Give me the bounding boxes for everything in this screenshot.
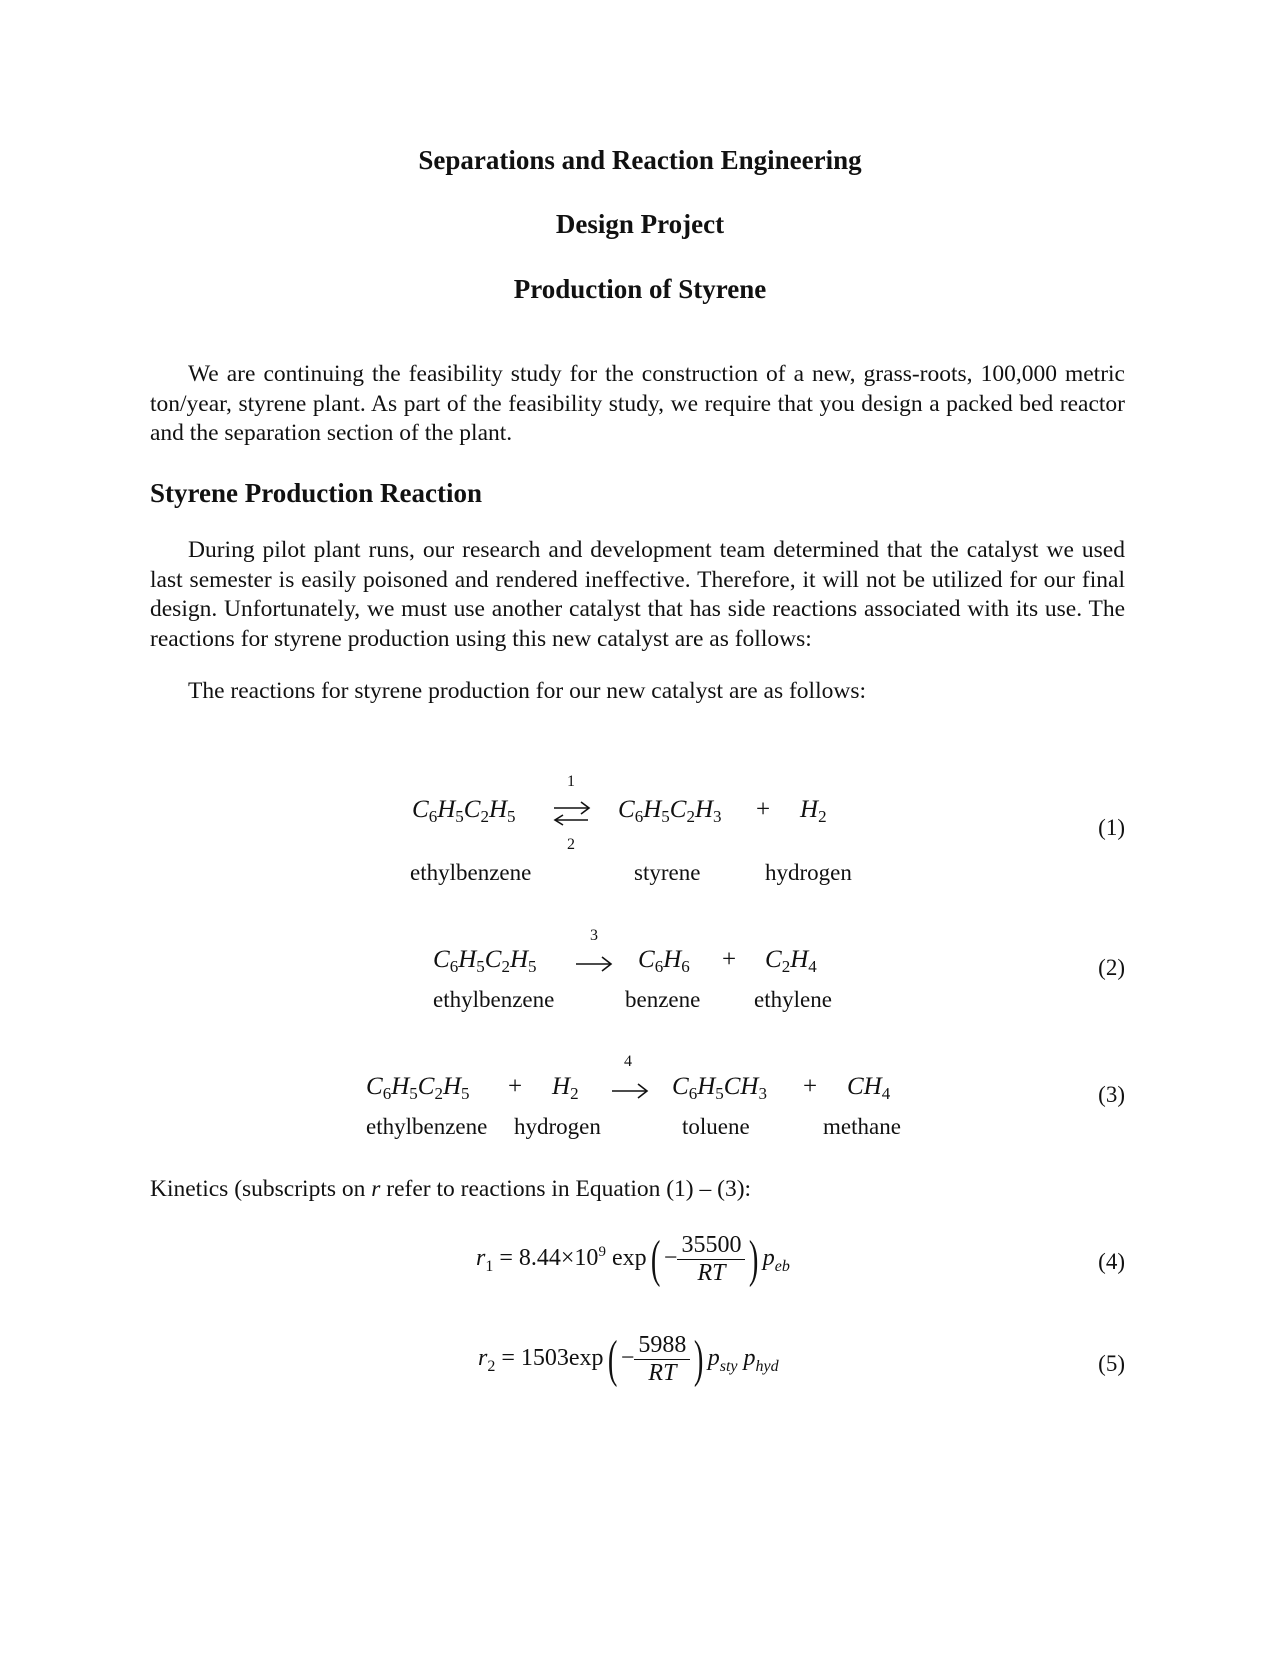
intro-text: We are continuing the feasibility study for the construction of a new, grass-roots, 100,000 metric ton/year, styrene plant. As part of the feasibility study, we require that you design a packed bed reactor and the separation section of the plant. — [150, 361, 1125, 446]
eq-number-5: (5) — [1098, 1351, 1125, 1376]
eq-number-3: (3) — [1098, 1082, 1125, 1107]
r1-forward-number: 1 — [567, 773, 575, 790]
rate2-numerator: 5988 — [634, 1332, 690, 1360]
page-subtitle: Design Project — [555, 209, 725, 239]
r3-label-hydrogen: hydrogen — [514, 1114, 601, 1139]
page-title: Separations and Reaction Engineering — [418, 145, 862, 175]
rate1-numerator: 35500 — [677, 1232, 745, 1260]
kinetics-intro — [150, 1176, 751, 1203]
eq-number-1: (1) — [1098, 815, 1125, 840]
rate1-coef: 8.44×10 — [518, 1245, 599, 1272]
rate2-denominator: RT — [648, 1360, 677, 1386]
r3-rate-number: 4 — [624, 1053, 632, 1070]
r1-label-styrene: styrene — [634, 860, 701, 885]
project-title: Production of Styrene — [513, 274, 767, 304]
reactions-intro-paragraph — [150, 677, 1125, 707]
r1-reverse-number: 2 — [567, 836, 575, 853]
rate1-exponent: 9 — [598, 1244, 606, 1261]
catalyst-text: During pilot plant runs, our research and development team determined that the catalyst we used last semester is easily poisoned and rendered ineffective. Therefore, it will not be utilized for our final design. Unfortunately, we must use another catalyst that has side reactions associated with its use. The reactions for styrene production using this new catalyst are as follows: — [150, 537, 1125, 652]
r2-ethylene-formula: $C_2H_4$ — [765, 946, 817, 976]
forward-arrow-icon — [574, 956, 614, 972]
r1-hydrogen-formula: $H_2$ — [800, 796, 827, 826]
rate-equation-1: $r_1 = 8.44\times 10^9$ exp( − $\frac{35500}{RT}$ ) $p_{eb}$ — [476, 1230, 790, 1288]
rate1-fraction — [677, 1232, 745, 1287]
r2-label-ethylene: ethylene — [754, 987, 832, 1012]
r1-label-ethylbenzene: ethylbenzene — [410, 860, 532, 885]
kinetics-intro-suffix: refer to reactions in Equation (1) – (3): — [380, 1176, 752, 1202]
rate1-denominator: RT — [697, 1260, 726, 1286]
r2-label-benzene: benzene — [625, 987, 701, 1012]
rate2-coef: 1503 — [520, 1345, 569, 1372]
forward-arrow-icon — [610, 1083, 650, 1099]
eq-number-2: (2) — [1098, 955, 1125, 980]
r2-rate-number: 3 — [590, 927, 598, 944]
r2-ethylbenzene-formula: $C_6H_5C_2H_5$ — [433, 946, 537, 976]
r3-plus-1: + — [508, 1073, 523, 1100]
equilibrium-arrows-icon — [552, 800, 592, 828]
kinetics-intro-var: r — [371, 1176, 381, 1202]
r3-label-toluene: toluene — [682, 1114, 750, 1139]
r3-label-methane: methane — [823, 1114, 901, 1139]
r1-styrene-formula: $C_6H_5C_2H_3$ — [618, 796, 722, 826]
r2-plus: + — [722, 946, 737, 973]
r3-toluene-formula: $C_6H_5CH_3$ — [672, 1073, 767, 1103]
r3-methane-formula: $CH_4$ — [847, 1073, 891, 1103]
r3-plus-2: + — [803, 1073, 818, 1100]
r3-hydrogen-formula: $H_2$ — [552, 1073, 579, 1103]
rate-equation-2: $r_2 = 1503\exp$( − $\frac{5988}{RT}$ ) $p_{sty}$ $p_{hyd}$ — [478, 1330, 779, 1388]
r3-label-ethylbenzene: ethylbenzene — [366, 1114, 488, 1139]
r1-label-hydrogen: hydrogen — [765, 860, 852, 885]
eq-number-4: (4) — [1098, 1249, 1125, 1274]
r3-ethylbenzene-formula: $C_6H_5C_2H_5$ — [366, 1073, 470, 1103]
catalyst-paragraph — [150, 536, 1125, 654]
r1-plus: + — [756, 796, 771, 823]
intro-paragraph — [150, 360, 1125, 449]
r2-label-ethylbenzene: ethylbenzene — [433, 987, 555, 1012]
rate2-fraction — [634, 1332, 690, 1387]
section-heading: Styrene Production Reaction — [150, 478, 482, 508]
r2-benzene-formula: $C_6H_6$ — [638, 946, 690, 976]
reactions-intro-text: The reactions for styrene production for our new catalyst are as follows: — [188, 678, 867, 704]
kinetics-intro-prefix: Kinetics (subscripts on — [150, 1176, 372, 1202]
r1-ethylbenzene-formula: $C_6H_5C_2H_5$ — [412, 796, 516, 826]
